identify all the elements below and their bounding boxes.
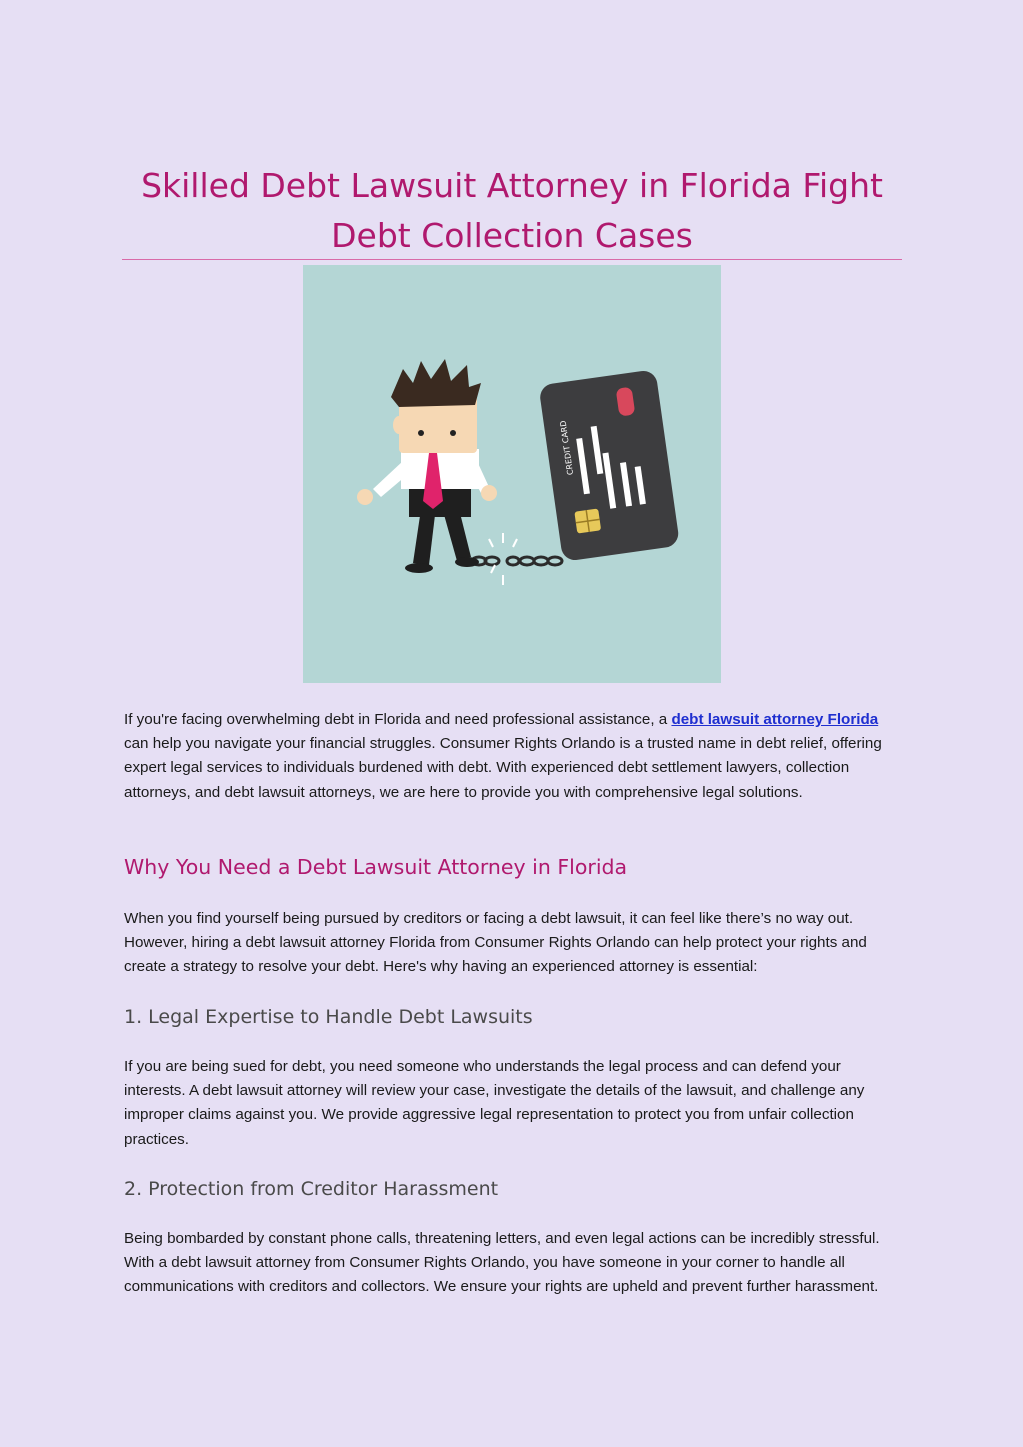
hero-image bbox=[303, 265, 721, 683]
card-label: CREDIT CARD bbox=[558, 419, 576, 476]
section-heading: Why You Need a Debt Lawsuit Attorney in Florida bbox=[124, 855, 628, 879]
section-paragraph: When you find yourself being pursued by creditors or facing a debt lawsuit, it can feel like there’s no way out. However, hiring a debt lawsuit attorney Florida from Consumer Rights Orlando can help protect your rights and create a strategy to resolve your debt. Here's why having an experienced attorney is essential: bbox=[124, 910, 867, 976]
point-1-paragraph: If you are being sued for debt, you need someone who understands the legal process and can defend your interests. A debt lawsuit attorney will review your case, investigate the details of the lawsuit, and challenge any improper claims against you. We provide aggressive legal representation to protect you from unfair collection practices. bbox=[124, 1058, 865, 1148]
man-figure-icon bbox=[357, 359, 497, 573]
break-sparks-icon bbox=[489, 533, 517, 585]
title-divider bbox=[122, 259, 902, 260]
chain-icon bbox=[472, 557, 562, 565]
attorney-link[interactable]: debt lawsuit attorney Florida bbox=[671, 711, 879, 728]
page-title: Skilled Debt Lawsuit Attorney in Florida Fight Debt Collection Cases bbox=[141, 166, 883, 255]
point-2-heading: 2. Protection from Creditor Harassment bbox=[124, 1178, 499, 1200]
point-1-heading: 1. Legal Expertise to Handle Debt Lawsuits bbox=[124, 1006, 533, 1028]
intro-paragraph: If you're facing overwhelming debt in Florida and need professional assistance, a debt lawsuit attorney Florida can help you navigate your financial struggles. Consumer Rights Orlando is a trusted name in debt relief, offering expert legal services to individuals burdened with debt. With experienced debt settlement lawyers, collection attorneys, and debt lawsuit attorneys, we are here to provide you with comprehensive legal solutions. bbox=[124, 711, 882, 801]
credit-card-icon bbox=[538, 369, 680, 562]
man-chained-to-credit-card-icon bbox=[303, 265, 721, 683]
point-2-paragraph: Being bombarded by constant phone calls, threatening letters, and even legal actions can be incredibly stressful. With a debt lawsuit attorney from Consumer Rights Orlando, you have someone in your corner to handle all communications with creditors and collectors. We ensure your rights are upheld and prevent further harassment. bbox=[124, 1230, 880, 1296]
